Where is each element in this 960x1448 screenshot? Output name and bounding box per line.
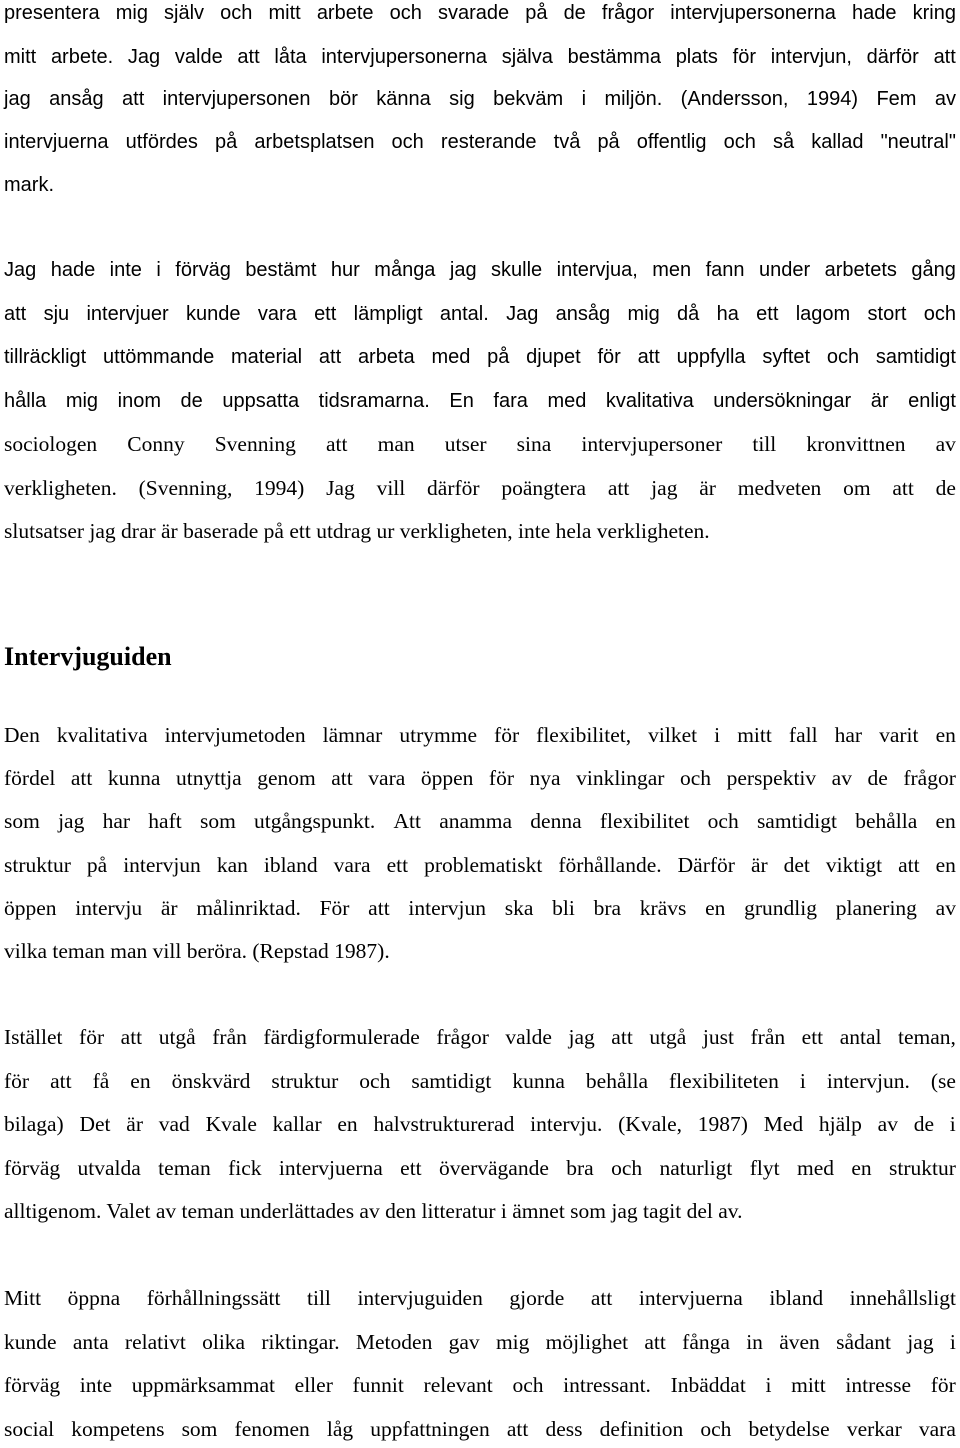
text-line: slutsatser jag drar är baserade på ett utdrag ur verkligheten, inte hela verkligheten. (4, 519, 710, 543)
text-line: bilaga) Det är vad Kvale kallar en halvstrukturerad intervju. (Kvale, 1987) Med hjälp av de i (4, 1112, 956, 1136)
text-line: förväg utvalda teman fick intervjuerna ett övervägande bra och naturligt flyt med en struktur (4, 1156, 956, 1180)
text-line: för att få en önskvärd struktur och samtidigt kunna behålla flexibiliteten i intervjun. (se (4, 1069, 956, 1093)
text-line: mitt arbete. Jag valde att låta intervjupersonerna själva bestämma plats för intervjun, därför att (4, 46, 956, 68)
text-line: presentera mig själv och mitt arbete och svarade på de frågor intervjupersonerna hade kring (4, 2, 956, 24)
section-heading: Intervjuguiden (4, 642, 172, 671)
text-line: struktur på intervjun kan ibland vara ett problematiskt förhållande. Därför är det viktigt att en (4, 853, 956, 877)
text-line: Den kvalitativa intervjumetoden lämnar utrymme för flexibilitet, vilket i mitt fall har varit en (4, 723, 956, 747)
text-line: Istället för att utgå från färdigformulerade frågor valde jag att utgå just från ett antal teman, (4, 1025, 956, 1049)
text-line: att sju intervjuer kunde vara ett lämpligt antal. Jag ansåg mig då ha ett lagom stort och (4, 303, 956, 325)
text-line: som jag har haft som utgångspunkt. Att anamma denna flexibilitet och samtidigt behålla en (4, 809, 956, 833)
text-line: kunde anta relativt olika riktingar. Metoden gav mig möjlighet att fånga in även sådant jag i (4, 1330, 956, 1354)
text-line: förväg inte uppmärksammat eller funnit relevant och intressant. Inbäddat i mitt intresse för (4, 1373, 956, 1397)
text-line: social kompetens som fenomen låg uppfattningen att dess definition och betydelse verkar vara (4, 1417, 956, 1441)
text-line: jag ansåg att intervjupersonen bör känna sig bekväm i miljön. (Andersson, 1994) Fem av (4, 88, 956, 110)
text-line: tillräckligt uttömmande material att arbeta med på djupet för att uppfylla syftet och samtidigt (4, 346, 956, 368)
text-line: hålla mig inom de uppsatta tidsramarna. En fara med kvalitativa undersökningar är enligt (4, 390, 956, 412)
text-line: verkligheten. (Svenning, 1994) Jag vill därför poängtera att jag är medveten om att de (4, 476, 956, 500)
text-line: Mitt öppna förhållningssätt till intervjuguiden gjorde att intervjuerna ibland innehållsligt (4, 1286, 956, 1310)
text-line: alltigenom. Valet av teman underlättades av den litteratur i ämnet som jag tagit del av. (4, 1199, 743, 1223)
text-line: öppen intervju är målinriktad. För att intervjun ska bli bra krävs en grundlig planering av (4, 896, 956, 920)
text-line: intervjuerna utfördes på arbetsplatsen och resterande två på offentlig och så kallad "neutral" (4, 131, 956, 153)
text-line: sociologen Conny Svenning att man utser sina intervjupersoner till kronvittnen av (4, 432, 956, 456)
text-line: Jag hade inte i förväg bestämt hur många jag skulle intervjua, men fann under arbetets gång (4, 259, 956, 281)
text-line: mark. (4, 174, 54, 196)
text-line: vilka teman man vill beröra. (Repstad 1987). (4, 939, 390, 963)
text-line: fördel att kunna utnyttja genom att vara öppen för nya vinklingar och perspektiv av de frågor (4, 766, 956, 790)
